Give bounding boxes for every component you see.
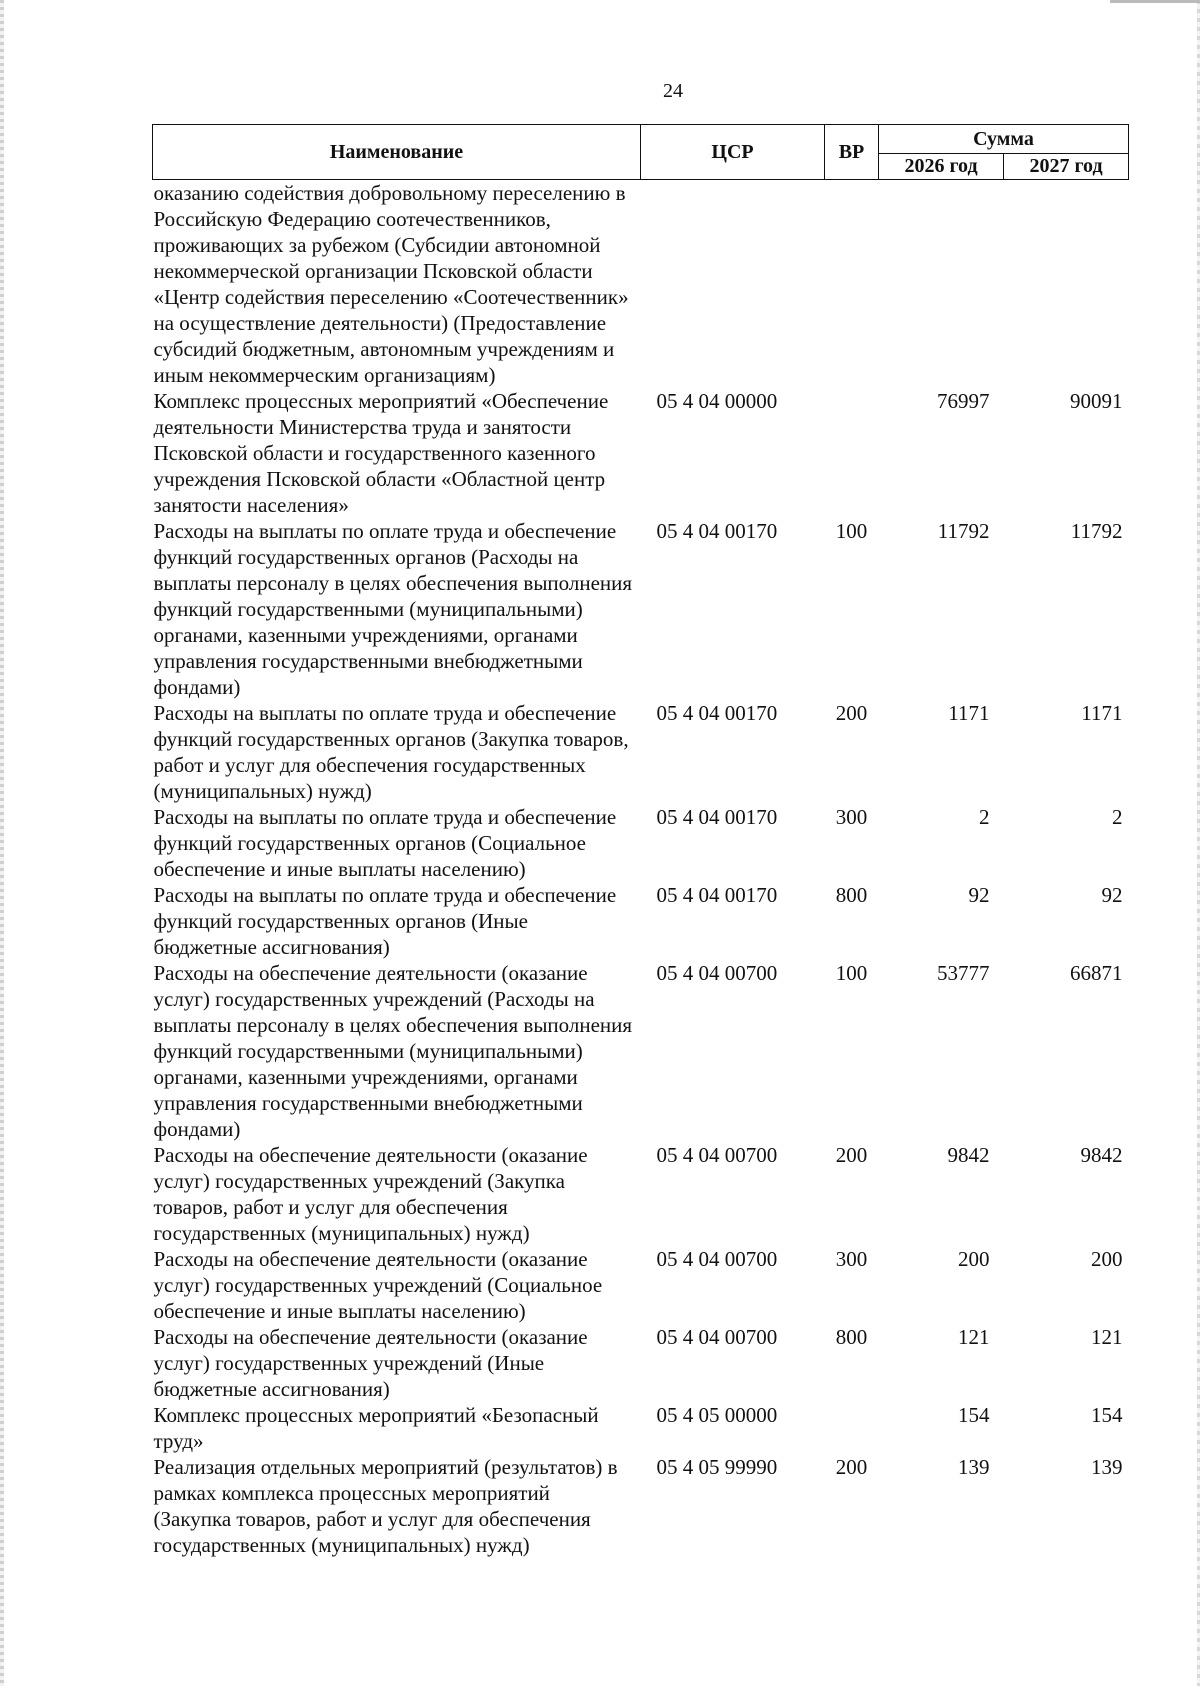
table-row xyxy=(153,700,1129,804)
row-csr: 05 4 04 00170 xyxy=(656,883,778,907)
row-vr: 800 xyxy=(835,1325,868,1349)
row-name: Расходы на обеспечение деятельности (оказание услуг) государственных учреждений (Расходы на выплаты персоналу в целях обеспечения выполнения функций государственными (муниципальными) органами, казенными учреждениями, органами управления государственными внебюджетными фондами) xyxy=(153,961,633,1141)
table-row xyxy=(153,960,1129,1142)
row-sum-2026: 92 xyxy=(968,883,990,907)
table-row xyxy=(153,804,1129,882)
row-sum-2026 xyxy=(879,180,1004,389)
row-name: Расходы на обеспечение деятельности (оказание услуг) государственных учреждений (Социальное обеспечение и иные выплаты населению) xyxy=(153,1247,603,1323)
row-sum-2027: 90091 xyxy=(1070,389,1123,413)
page-number: 24 xyxy=(663,80,683,102)
row-vr: 800 xyxy=(835,883,868,907)
row-sum-2027: 92 xyxy=(1101,883,1123,907)
table-row xyxy=(153,1246,1129,1324)
row-csr: 05 4 04 00170 xyxy=(656,805,778,829)
row-csr xyxy=(641,180,825,389)
header-vr: ВР xyxy=(825,125,879,180)
row-name: Расходы на обеспечение деятельности (оказание услуг) государственных учреждений (Иные бюджетные ассигнования) xyxy=(153,1325,588,1401)
table-row xyxy=(153,882,1129,960)
row-name: оказанию содействия добровольному переселению в Российскую Федерацию соотечественников, проживающих за рубежом (Субсидии автономной некоммерческой организации Псковской области «Центр содействия переселению «Соотечественник» на осуществление деятельности) (Предоставление субсидий бюджетным, автономным учреждениям и иным некоммерческим организациям) xyxy=(153,181,629,387)
row-csr: 05 4 04 00000 xyxy=(656,389,778,413)
row-csr: 05 4 04 00700 xyxy=(656,1325,778,1349)
row-vr xyxy=(825,180,879,389)
row-vr: 300 xyxy=(835,1247,868,1271)
row-sum-2027: 139 xyxy=(1091,1455,1123,1479)
row-sum-2027: 66871 xyxy=(1070,961,1123,985)
header-name: Наименование xyxy=(153,125,641,180)
header-year-2027: 2027 год xyxy=(1004,154,1129,180)
row-vr: 200 xyxy=(835,1143,868,1167)
budget-table xyxy=(152,124,1129,1558)
row-sum-2027: 2 xyxy=(1112,805,1123,829)
row-sum-2027: 11792 xyxy=(1070,519,1123,543)
row-sum-2026: 154 xyxy=(958,1403,990,1427)
header-csr: ЦСР xyxy=(641,125,825,180)
row-name: Расходы на выплаты по оплате труда и обеспечение функций государственных органов (Иные бюджетные ассигнования) xyxy=(153,883,617,959)
row-csr: 05 4 04 00170 xyxy=(656,701,778,725)
row-sum-2026: 53777 xyxy=(937,961,990,985)
row-csr: 05 4 04 00170 xyxy=(656,519,778,543)
row-sum-2027: 1171 xyxy=(1081,701,1123,725)
row-vr: 200 xyxy=(835,701,868,725)
row-vr: 300 xyxy=(835,805,868,829)
table-row xyxy=(153,1142,1129,1246)
table-row xyxy=(153,1454,1129,1558)
row-name: Расходы на выплаты по оплате труда и обеспечение функций государственных органов (Социальное обеспечение и иные выплаты населению) xyxy=(153,805,617,881)
row-name: Комплекс процессных мероприятий «Обеспечение деятельности Министерства труда и занятости Псковской области и государственного казенного учреждения Псковской области «Областной центр занятости населения» xyxy=(153,389,609,517)
row-sum-2026: 200 xyxy=(958,1247,990,1271)
header-year-2026: 2026 год xyxy=(879,154,1004,180)
scan-edge-left xyxy=(0,0,4,1686)
row-vr xyxy=(825,388,879,518)
row-name: Реализация отдельных мероприятий (результатов) в рамках комплекса процессных мероприятий (Закупка товаров, работ и услуг для обеспечения государственных (муниципальных) нужд) xyxy=(153,1455,618,1557)
row-sum-2027: 200 xyxy=(1091,1247,1123,1271)
row-name: Расходы на обеспечение деятельности (оказание услуг) государственных учреждений (Закупка товаров, работ и услуг для обеспечения государственных (муниципальных) нужд) xyxy=(153,1143,588,1245)
row-name: Расходы на выплаты по оплате труда и обеспечение функций государственных органов (Расходы на выплаты персоналу в целях обеспечения выполнения функций государственными (муниципальными) органами, казенными учреждениями, органами управления государственными внебюджетными фондами) xyxy=(153,519,633,699)
row-sum-2027: 154 xyxy=(1091,1403,1123,1427)
row-sum-2026: 11792 xyxy=(937,519,990,543)
row-csr: 05 4 04 00700 xyxy=(656,1247,778,1271)
scan-corner-mark xyxy=(1110,0,1200,3)
row-csr: 05 4 04 00700 xyxy=(656,1143,778,1167)
row-sum-2026: 9842 xyxy=(947,1143,990,1167)
row-name: Комплекс процессных мероприятий «Безопасный труд» xyxy=(153,1403,599,1453)
budget-table-container xyxy=(152,124,1128,1558)
table-row xyxy=(153,1402,1129,1454)
row-sum-2027 xyxy=(1004,180,1129,389)
table-row xyxy=(153,388,1129,518)
table-row xyxy=(153,1324,1129,1402)
row-name: Расходы на выплаты по оплате труда и обеспечение функций государственных органов (Закупка товаров, работ и услуг для обеспечения государственных (муниципальных) нужд) xyxy=(153,701,629,803)
row-sum-2026: 1171 xyxy=(948,701,990,725)
row-sum-2026: 121 xyxy=(958,1325,990,1349)
row-vr xyxy=(825,1402,879,1454)
table-body xyxy=(153,180,1129,1559)
row-vr: 100 xyxy=(835,519,868,543)
table-row xyxy=(153,518,1129,700)
row-sum-2026: 2 xyxy=(979,805,990,829)
row-vr: 200 xyxy=(835,1455,868,1479)
table-header xyxy=(153,125,1129,180)
row-vr: 100 xyxy=(835,961,868,985)
row-csr: 05 4 05 99990 xyxy=(656,1455,778,1479)
row-csr: 05 4 04 00700 xyxy=(656,961,778,985)
row-csr: 05 4 05 00000 xyxy=(656,1403,778,1427)
header-sum: Сумма xyxy=(879,125,1129,154)
row-sum-2027: 121 xyxy=(1091,1325,1123,1349)
row-sum-2026: 76997 xyxy=(937,389,990,413)
row-sum-2027: 9842 xyxy=(1080,1143,1123,1167)
row-sum-2026: 139 xyxy=(958,1455,990,1479)
table-row xyxy=(153,180,1129,389)
